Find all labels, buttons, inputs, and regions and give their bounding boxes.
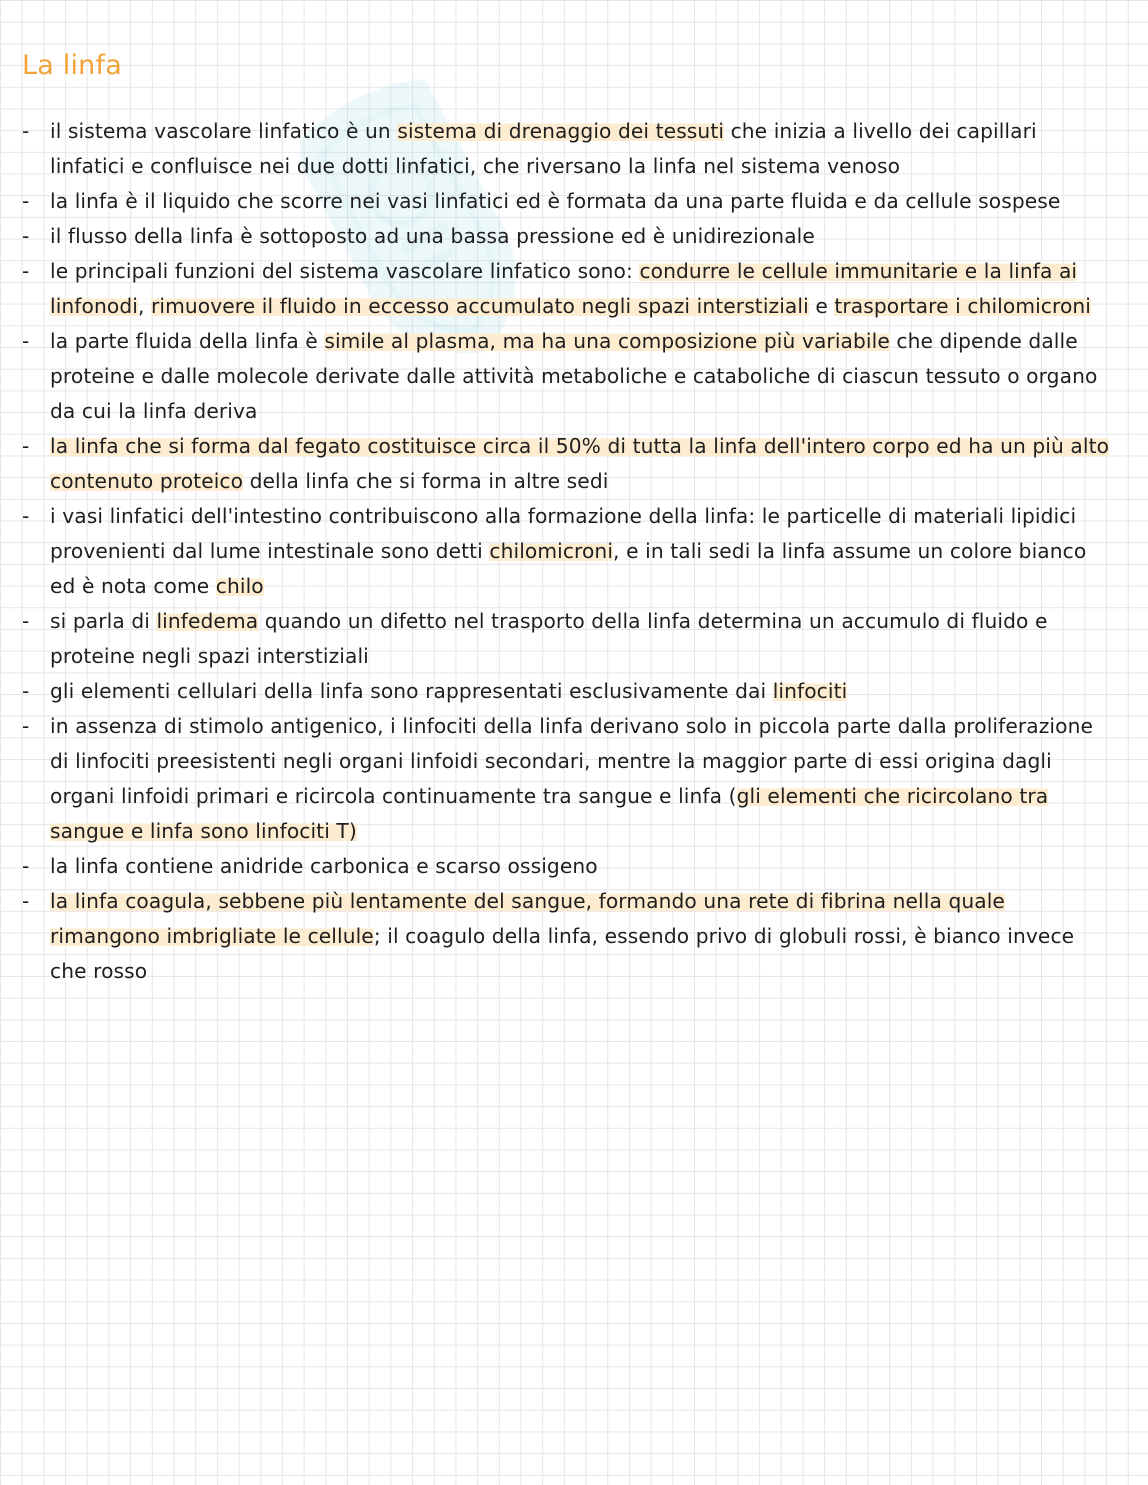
bullet-dash-icon: - [22, 224, 30, 248]
list-item [22, 324, 1112, 429]
bullet-dash-icon: - [22, 679, 30, 703]
item-text: che dipende dalle proteine e dalle molecole derivate dalle attività metaboliche e cataboliche di ciascun tessuto o organo da cui la linfa deriva [50, 329, 1098, 423]
highlighted-text: la linfa coagula, sebbene più lentamente del sangue, formando una rete di fibrina nella quale rimangono imbrigliate le cellule [50, 889, 1005, 948]
bullet-dash-icon: - [22, 189, 30, 213]
item-text: della linfa che si forma in altre sedi [243, 469, 609, 493]
bullet-dash-icon: - [22, 609, 30, 633]
item-text: le principali funzioni del sistema vascolare linfatico sono: [50, 259, 640, 283]
list-item [22, 674, 1112, 709]
item-text: la linfa contiene anidride carbonica e scarso ossigeno [50, 854, 598, 878]
item-text: in assenza di stimolo antigenico, i linfociti della linfa derivano solo in piccola parte dalla proliferazione di linfociti preesistenti negli organi linfoidi secondari, mentre la maggior parte di essi origina dagli organi linfoidi primari e ricircola continuamente tra sangue e linfa ( [50, 714, 1093, 808]
highlighted-text: sistema di drenaggio dei tessuti [397, 119, 725, 143]
list-item [22, 604, 1112, 674]
highlighted-text: trasportare i chilomicroni [834, 294, 1092, 318]
item-text: , e in tali sedi la linfa assume un colore bianco ed è nota come [50, 539, 1087, 598]
list-item [22, 849, 1112, 884]
list-item [22, 219, 1112, 254]
item-text: gli elementi cellulari della linfa sono rappresentati esclusivamente dai [50, 679, 773, 703]
list-item [22, 709, 1112, 849]
highlighted-text: la linfa che si forma dal fegato costituisce circa il 50% di tutta la linfa dell'intero corpo ed ha un più alto contenuto proteico [50, 434, 1110, 493]
highlighted-text: linfociti [772, 679, 848, 703]
list-item [22, 429, 1112, 499]
item-text: ; il coagulo della linfa, essendo privo di globuli rossi, è bianco invece che rosso [50, 924, 1075, 983]
notes-list [22, 114, 1112, 989]
bullet-dash-icon: - [22, 504, 30, 528]
list-item [22, 184, 1112, 219]
list-item [22, 499, 1112, 604]
item-text: si parla di [50, 609, 157, 633]
item-text: la parte fluida della linfa è [50, 329, 325, 353]
item-text: il sistema vascolare linfatico è un [50, 119, 398, 143]
item-text: i vasi linfatici dell'intestino contribuiscono alla formazione della linfa: le particelle di materiali lipidici provenienti dal lume intestinale sono detti [50, 504, 1077, 563]
list-item [22, 114, 1112, 184]
page-title: La linfa [22, 50, 122, 81]
bullet-dash-icon: - [22, 119, 30, 143]
highlighted-text: gli elementi che ricircolano tra sangue e linfa sono linfociti T) [50, 784, 1049, 843]
highlighted-text: condurre le cellule immunitarie e la linfa ai linfonodi [50, 259, 1078, 318]
list-item [22, 884, 1112, 989]
list-item [22, 254, 1112, 324]
bullet-dash-icon: - [22, 259, 30, 283]
bullet-dash-icon: - [22, 714, 30, 738]
item-text: il flusso della linfa è sottoposto ad una bassa pressione ed è unidirezionale [50, 224, 815, 248]
item-text: e [808, 294, 835, 318]
item-text: , [137, 294, 151, 318]
bullet-dash-icon: - [22, 889, 30, 913]
item-text: la linfa è il liquido che scorre nei vasi linfatici ed è formata da una parte fluida e da cellule sospese [50, 189, 1061, 213]
bullet-dash-icon: - [22, 329, 30, 353]
highlighted-text: linfedema [156, 609, 259, 633]
item-text: quando un difetto nel trasporto della linfa determina un accumulo di fluido e proteine negli spazi interstiziali [50, 609, 1048, 668]
item-text: che inizia a livello dei capillari linfatici e confluisce nei due dotti linfatici, che riversano la linfa nel sistema venoso [50, 119, 1037, 178]
highlighted-text: rimuovere il fluido in eccesso accumulato negli spazi interstiziali [151, 294, 809, 318]
highlighted-text: chilomicroni [489, 539, 614, 563]
bullet-dash-icon: - [22, 434, 30, 458]
highlighted-text: simile al plasma, ma ha una composizione più variabile [324, 329, 890, 353]
highlighted-text: chilo [215, 574, 264, 598]
bullet-dash-icon: - [22, 854, 30, 878]
